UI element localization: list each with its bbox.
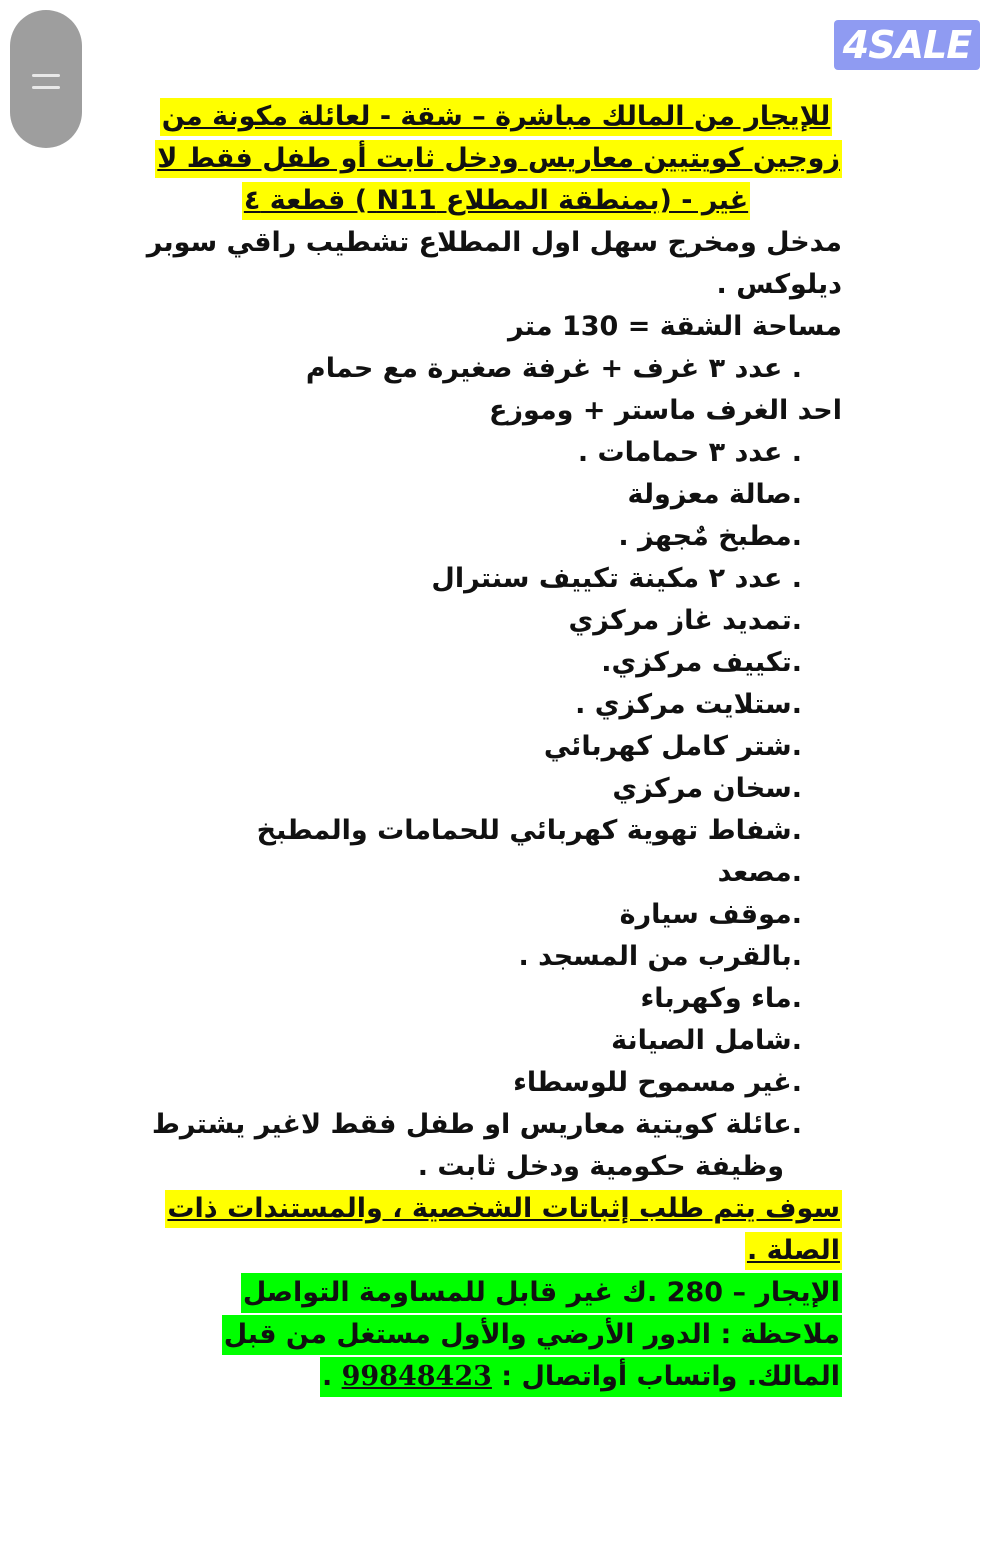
feature-item: .شامل الصيانة <box>611 1025 802 1056</box>
contact-label: المالك. واتساب أواتصال : <box>491 1361 840 1392</box>
feature-item-continuation: وظيفة حكومية ودخل ثابت . <box>417 1151 784 1182</box>
feature-item: .عائلة كويتية معاريس او طفل فقط لاغير يشترط <box>151 1109 802 1140</box>
4sale-logo[interactable]: 4SALE <box>834 20 980 70</box>
feature-item: .غير مسموح للوسطاء <box>513 1067 802 1098</box>
apartment-area: مساحة الشقة = 130 متر <box>508 311 842 342</box>
master-room: احد الغرف ماستر + وموزع <box>489 395 842 426</box>
menu-icon-bar <box>32 86 60 89</box>
feature-item: .شفاط تهوية كهربائي للحمامات والمطبخ <box>256 815 802 846</box>
menu-icon-bar <box>32 74 60 77</box>
feature-item: .صالة معزولة <box>627 479 802 510</box>
feature-item: .مطبخ مٌجهز . <box>618 521 802 552</box>
feature-item: .ستلايت مركزي . <box>575 689 802 720</box>
rooms-count: . عدد ٣ غرف + غرفة صغيرة مع حمام <box>305 353 802 384</box>
body-line-1: مدخل ومخرج سهل اول المطلاع تشطيب راقي سوبر <box>146 227 842 258</box>
feature-item: .موقف سيارة <box>619 899 802 930</box>
contact-line <box>150 1356 842 1398</box>
feature-item: .بالقرب من المسجد . <box>518 941 802 972</box>
header-line-3: غير - (بمنطقة المطلاع N11 ) قطعة ٤ <box>150 180 842 222</box>
documents-note-line-1: سوف يتم طلب إثباتات الشخصية ، والمستندات ذات <box>150 1188 842 1230</box>
feature-item: .سخان مركزي <box>612 773 802 804</box>
body-line-2: ديلوكس . <box>716 269 842 300</box>
note-line: ملاحظة : الدور الأرضي والأول مستغل من قبل <box>150 1314 842 1356</box>
phone-number[interactable]: 99848423 <box>341 1361 492 1392</box>
feature-item: .تكييف مركزي. <box>601 647 802 678</box>
feature-item: .تمديد غاز مركزي <box>568 605 802 636</box>
documents-note-line-2: الصلة . <box>150 1230 842 1272</box>
feature-item: . عدد ٢ مكينة تكييف سنترال <box>431 563 802 594</box>
feature-item: .شتر كامل كهربائي <box>543 731 802 762</box>
contact-suffix: . <box>321 1361 342 1392</box>
feature-item: .ماء وكهرباء <box>640 983 802 1014</box>
menu-button[interactable] <box>10 10 82 148</box>
feature-item: . عدد ٣ حمامات . <box>577 437 802 468</box>
header-line-1: للإيجار من المالك مباشرة – شقة - لعائلة مكونة من <box>150 96 842 138</box>
rent-price-line: الإيجار – 280 .ك غير قابل للمساومة التواصل <box>150 1272 842 1314</box>
feature-item: .مصعد <box>717 857 802 888</box>
listing-document <box>146 96 842 1398</box>
header-line-2: زوجين كويتيين معاريس ودخل ثابت أو طفل فقط لا <box>150 138 842 180</box>
